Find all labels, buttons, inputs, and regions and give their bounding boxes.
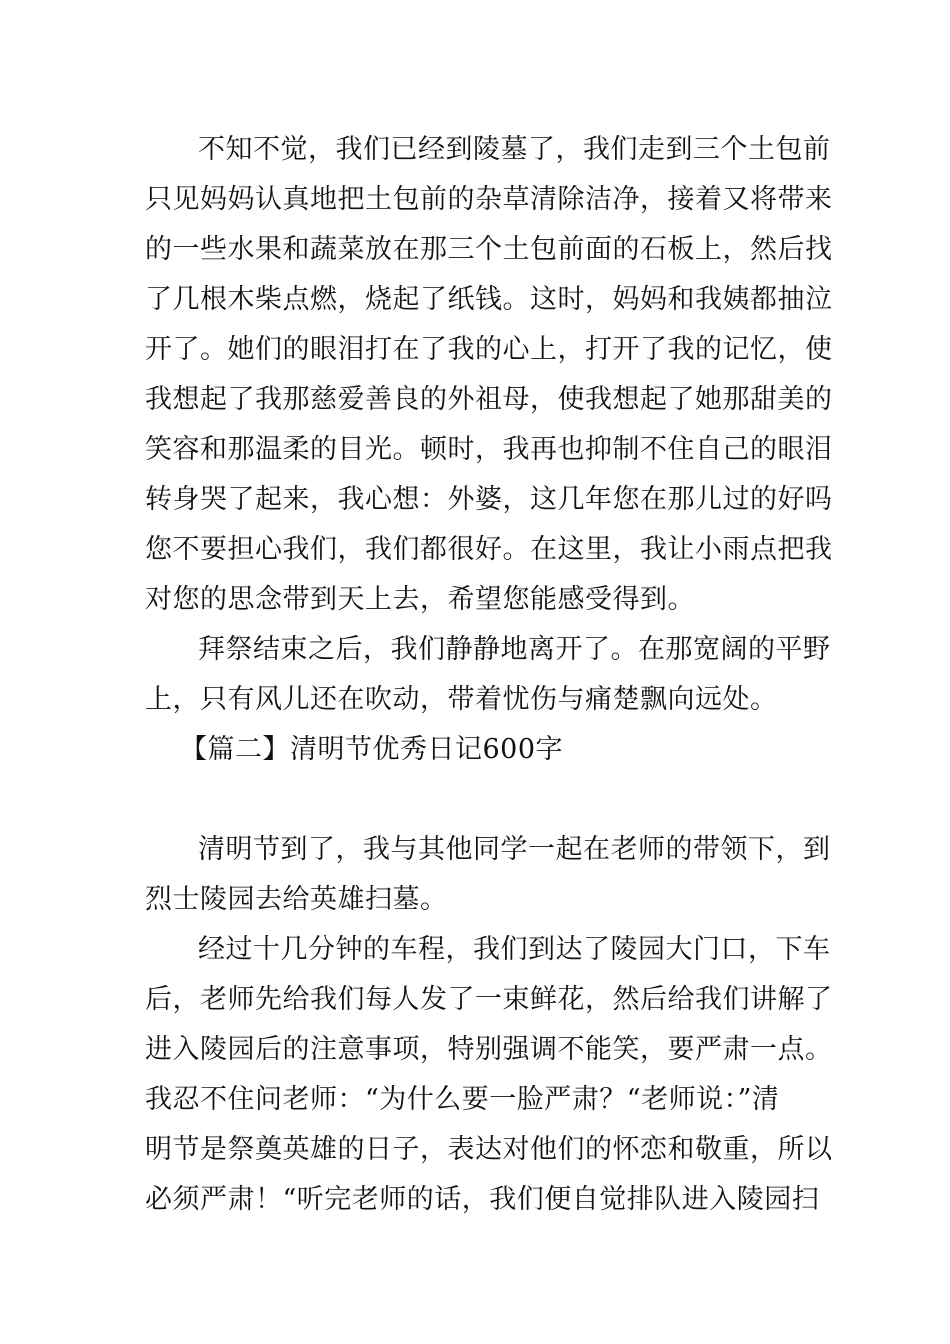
section-heading: 【篇二】清明节优秀日记600字 <box>180 734 564 765</box>
paragraph-line: 的一些水果和蔬菜放在那三个土包前面的石板上，然后找 <box>145 234 833 265</box>
paragraph-line: 我忍不住问老师：“为什么要一脸严肃？“老师说：”清 <box>145 1084 780 1115</box>
paragraph-line: 后，老师先给我们每人发了一束鲜花，然后给我们讲解了 <box>145 984 833 1015</box>
paragraph-line: 清明节到了，我与其他同学一起在老师的带领下，到 <box>198 834 831 865</box>
paragraph-line: 开了。她们的眼泪打在了我的心上，打开了我的记忆，使 <box>145 334 833 365</box>
paragraph-line: 只见妈妈认真地把土包前的杂草清除洁净，接着又将带来 <box>145 184 833 215</box>
paragraph-line: 上，只有风儿还在吹动，带着忧伤与痛楚飘向远处。 <box>145 684 778 715</box>
paragraph-line: 转身哭了起来，我心想：外婆，这几年您在那儿过的好吗 <box>145 484 833 515</box>
paragraph-line: 拜祭结束之后，我们静静地离开了。在那宽阔的平野 <box>198 634 831 665</box>
paragraph-line: 笑容和那温柔的目光。顿时，我再也抑制不住自己的眼泪 <box>145 434 833 465</box>
paragraph-line: 经过十几分钟的车程，我们到达了陵园大门口，下车 <box>198 934 831 965</box>
paragraph-line: 您不要担心我们，我们都很好。在这里，我让小雨点把我 <box>145 534 833 565</box>
paragraph-line: 必须严肃！“听完老师的话，我们便自觉排队进入陵园扫 <box>145 1184 820 1215</box>
paragraph-line: 不知不觉，我们已经到陵墓了，我们走到三个土包前 <box>198 134 831 165</box>
paragraph-line: 明节是祭奠英雄的日子，表达对他们的怀恋和敬重，所以 <box>145 1134 833 1165</box>
paragraph-line: 对您的思念带到天上去，希望您能感受得到。 <box>145 584 695 615</box>
paragraph-line: 我想起了我那慈爱善良的外祖母，使我想起了她那甜美的 <box>145 384 833 415</box>
paragraph-line: 烈士陵园去给英雄扫墓。 <box>145 884 448 915</box>
paragraph-line: 进入陵园后的注意事项，特别强调不能笑，要严肃一点。 <box>145 1034 833 1065</box>
paragraph-line: 了几根木柴点燃，烧起了纸钱。这时，妈妈和我姨都抽泣 <box>145 284 833 315</box>
